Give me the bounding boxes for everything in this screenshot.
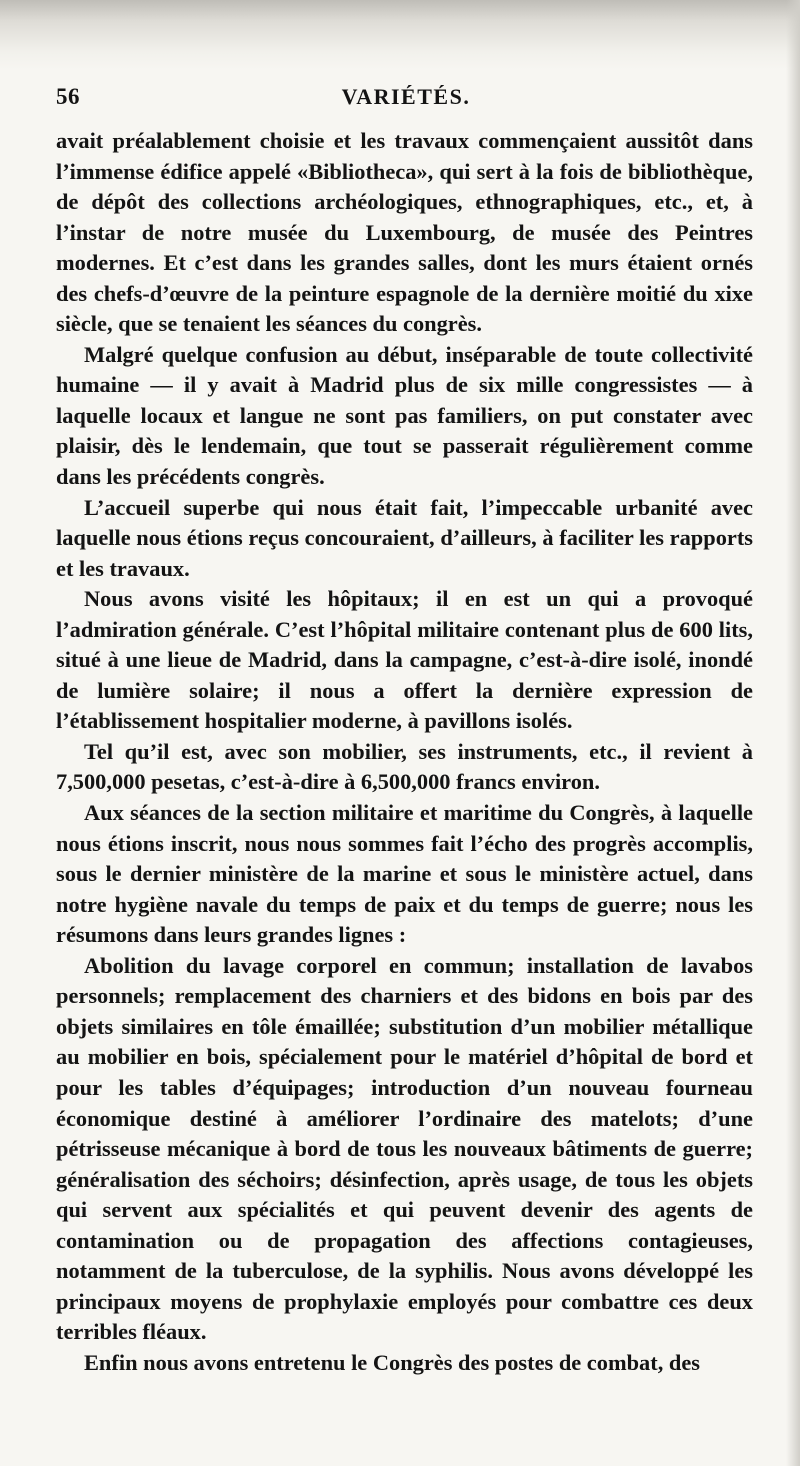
page-header: [56, 84, 756, 116]
paragraph: Nous avons visité les hôpitaux; il en est un qui a provoqué l’admiration générale. C’est l’hôpital militaire contenant plus de 600 lits, situé à une lieue de Madrid, dans la campagne, c’est-à-dire isolé, inondé de lumière solaire; il nous a offert la dernière expression de l’établissement hospitalier moderne, à pavillons isolés.: [56, 586, 753, 734]
body-text: [56, 126, 753, 1378]
paragraph: Aux séances de la section militaire et maritime du Congrès, à laquelle nous étions inscrit, nous nous sommes fait l’écho des progrès accomplis, sous le dernier ministère de la marine et sous le ministère actuel, dans notre hygiène navale du temps de paix et du temps de guerre; nous les résumons dans leurs grandes lignes :: [56, 800, 753, 948]
paragraph: Malgré quelque confusion au début, inséparable de toute collectivité humaine — il y avait à Madrid plus de six mille congressistes — à laquelle locaux et langue ne sont pas familiers, on put constater avec plaisir, dès le lendemain, que tout se passerait régulièrement comme dans les précédents congrès.: [56, 341, 753, 490]
paragraph: L’accueil superbe qui nous était fait, l’impeccable urbanité avec laquelle nous étions reçus concouraient, d’ailleurs, à faciliter les rapports et les travaux.: [56, 494, 753, 581]
scan-margin-shadow: [786, 0, 800, 1466]
running-title: VARIÉTÉS.: [341, 84, 471, 109]
paragraph: avait préalablement choisie et les travaux commençaient aussitôt dans l’immense édifice appelé «Bibliotheca», qui sert à la fois de bibliothèque, de dépôt des collections archéologiques, ethnographiques, etc., et, à l’instar de notre musée du Luxembourg, de musée des Peintres modernes. Et c’est dans les grandes salles, dont les murs étaient ornés des chefs-d’œuvre de la peinture espagnole de la dernière moitié du xixe siècle, que se tenaient les séances du congrès.: [56, 128, 753, 337]
scan-edge-shadow: [0, 0, 800, 70]
page-number: 56: [56, 84, 80, 109]
paragraph: Abolition du lavage corporel en commun; installation de lavabos personnels; remplacement des charniers et des bidons en bois par des objets similaires en tôle émaillée; substitution d’un mobilier métallique au mobilier en bois, spécialement pour le matériel d’hôpital de bord et pour les tables d’équipages; introduction d’un nouveau fourneau économique destiné à améliorer l’ordinaire des matelots; d’une pétrisseuse mécanique à bord de tous les nouveaux bâtiments de guerre; généralisation des séchoirs; désinfection, après usage, de tous les objets qui servent aux spécialités et qui peuvent devenir des agents de contamination ou de propagation des affections contagieuses, notamment de la tuberculose, de la syphilis. Nous avons développé les principaux moyens de prophylaxie employés pour combattre ces deux terribles fléaux.: [56, 952, 753, 1345]
paragraph: Tel qu’il est, avec son mobilier, ses instruments, etc., il revient à 7,500,000 pesetas, c’est-à-dire à 6,500,000 francs environ.: [56, 738, 753, 795]
paragraph: Enfin nous avons entretenu le Congrès des postes de combat, des: [84, 1349, 700, 1375]
